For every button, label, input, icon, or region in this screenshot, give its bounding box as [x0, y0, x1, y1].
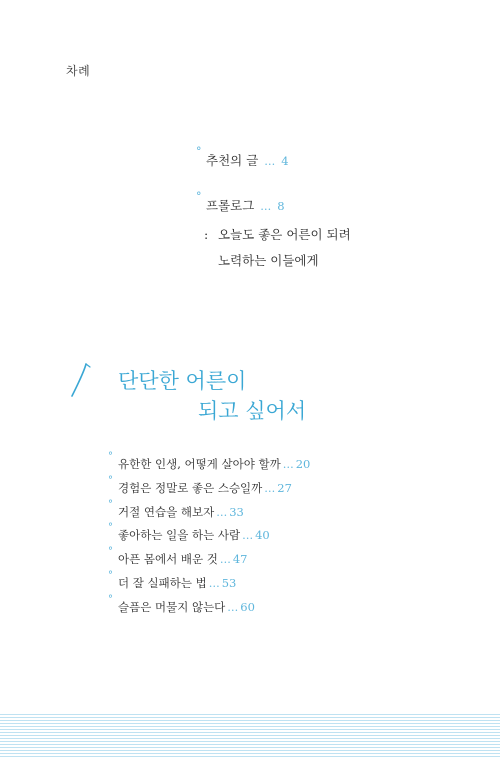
chapter-title [118, 366, 306, 426]
item-dots: … [264, 481, 276, 495]
front-item-foreword [196, 145, 289, 169]
bullet-icon: ° [108, 451, 113, 462]
item-dots: … [282, 458, 294, 471]
bullet-icon: ° [196, 145, 202, 158]
chapter-item-list [108, 451, 311, 623]
item-title: 슬픔은 머물지 않는다 [118, 599, 226, 614]
item-dots: … [260, 200, 272, 213]
subtitle-line-1: 오늘도 좋은 어른이 되려 [218, 227, 351, 242]
item-title: 더 잘 실패하는 법 [118, 575, 207, 590]
item-title: 거절 연습을 해보자 [118, 504, 215, 519]
item-title: 추천의 글 [206, 153, 259, 168]
item-dots: … [264, 155, 276, 168]
item-page: 27 [277, 480, 292, 495]
bullet-icon: ° [108, 593, 113, 605]
bullet-icon: ° [196, 190, 202, 203]
chapter-number-mark [64, 360, 94, 400]
item-title: 아픈 몸에서 배운 것 [118, 552, 218, 567]
subtitle-colon: : [204, 227, 209, 242]
bullet-icon: ° [108, 498, 113, 510]
item-dots: … [227, 600, 239, 614]
item-page: 47 [232, 552, 248, 567]
page-heading: 차례 [66, 64, 91, 78]
list-item [108, 498, 310, 528]
item-page: 4 [281, 154, 289, 168]
list-item [108, 569, 310, 599]
item-dots: … [219, 553, 231, 567]
chapter-title-line-2: 되고 싶어서 [198, 399, 307, 423]
item-page: 33 [229, 504, 244, 519]
list-item [108, 522, 310, 551]
decorative-stripes [0, 714, 500, 758]
item-dots: … [242, 529, 254, 543]
list-item [108, 546, 310, 575]
item-title: 프롤로그 [206, 198, 255, 213]
bullet-icon: ° [108, 546, 113, 558]
front-item-prologue [196, 190, 285, 214]
item-page: 8 [277, 199, 285, 213]
item-dots: … [208, 576, 220, 590]
list-item [108, 451, 311, 480]
item-page: 60 [240, 599, 255, 614]
chapter-title-line-1: 단단한 어른이 [118, 369, 247, 393]
prologue-subtitle [204, 222, 351, 274]
bullet-icon: ° [108, 569, 113, 581]
bullet-icon: ° [108, 522, 113, 534]
bullet-icon: ° [108, 474, 113, 486]
item-dots: … [216, 505, 228, 519]
list-item [108, 474, 310, 504]
list-item [108, 593, 310, 623]
item-page: 53 [221, 575, 237, 590]
item-title: 경험은 정말로 좋은 스승일까 [118, 480, 263, 495]
item-page: 20 [295, 457, 311, 471]
subtitle-line-2: 노력하는 이들에게 [218, 253, 319, 268]
item-title: 유한한 인생, 어떻게 살아야 할까 [118, 457, 281, 471]
item-title: 좋아하는 일을 하는 사람 [118, 528, 241, 543]
item-page: 40 [255, 528, 270, 543]
